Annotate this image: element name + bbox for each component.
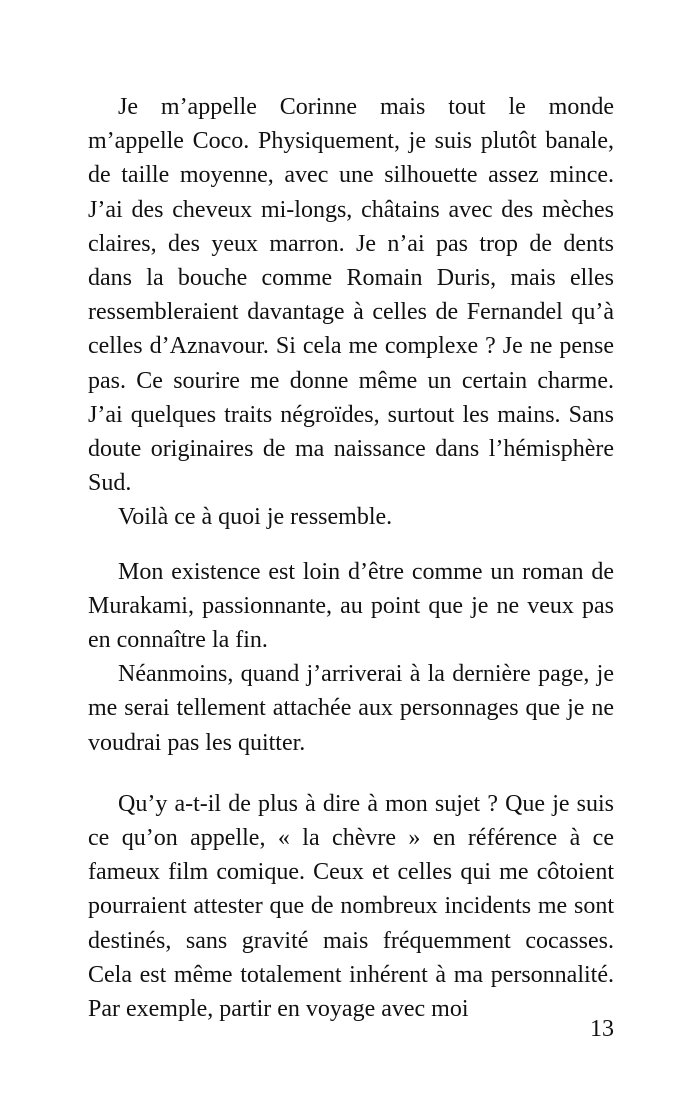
section-spacer [88, 760, 614, 787]
paragraph-resemblance: Voilà ce à quoi je ressemble. [118, 504, 393, 531]
paragraph-la-chevre: Qu’y a-t-il de plus à dire à mon sujet ? Que je suis ce qu’on appelle, « la chèvre » en référence à ce fameux film comique. Ceux et celles qui me côtoient pourraient attester que de nombreux incidents me sont destinés, sans gravité mais fréquemment cocasses. Cela est même totalement inhérent à ma personnalité. Par exemple, partir en voyage avec moi [88, 790, 614, 1023]
page-number: 13 [590, 1016, 614, 1042]
section-spacer [88, 535, 614, 555]
page-body [88, 90, 614, 1026]
paragraph-description: Je m’appelle Corinne mais tout le monde m’appelle Coco. Physiquement, je suis plutôt banale, de taille moyenne, avec une silhouette assez mince. J’ai des cheveux mi-longs, châtains avec des mèches claires, des yeux marron. Je n’ai pas trop de dents dans la bouche comme Romain Duris, mais elles ressembleraient davantage à celles de Fernandel qu’à celles d’Aznavour. Si cela me complexe ? Je ne pense pas. Ce sourire me donne même un certain charme. J’ai quelques traits négroïdes, surtout les mains. Sans doute originaires de ma naissance dans l’hémisphère Sud. [88, 94, 614, 497]
paragraph-last-page: Néanmoins, quand j’arriverai à la dernière page, je me serai tellement attachée aux personnages que je ne voudrai pas les quitter. [88, 661, 614, 756]
paragraph-existence: Mon existence est loin d’être comme un roman de Murakami, passionnante, au point que je ne veux pas en connaître la fin. [88, 558, 614, 654]
